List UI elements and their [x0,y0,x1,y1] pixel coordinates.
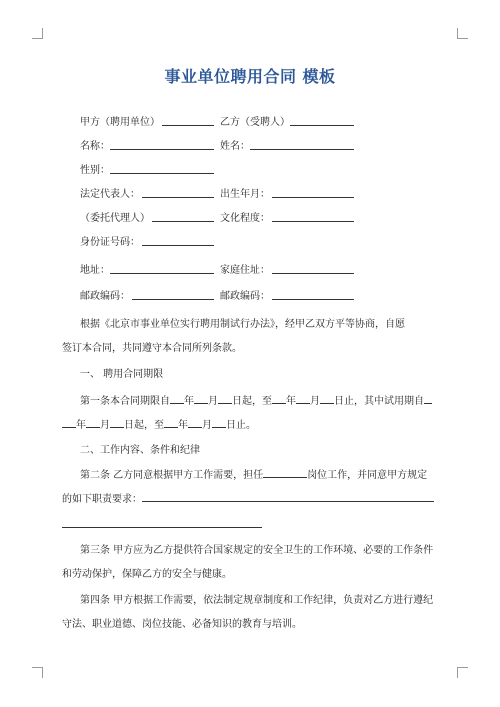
birth-field[interactable] [272,188,354,203]
article-1-line-1: 第一条本合同期限自 年 月 日起，至 年 月 日止，其中试用期自 [80,394,460,409]
birth-label: 出生年月： [220,189,270,200]
start-month-field[interactable] [194,394,208,404]
intro-line-1: 根据《北京市事业单位实行聘用制试行办法》，经甲乙双方平等协商，自愿 [80,319,405,330]
postcode-b-label: 邮政编码： [220,291,270,302]
article-4-line-2: 守法、职业道德、岗位技能、必备知识的教育与培训。 [62,619,302,630]
trial-day-field[interactable] [110,418,124,428]
postcode-a-label: 邮政编码： [80,291,130,302]
article-4-line-1: 第四条 甲方根据工作需要，依法制定规章制度和工作纪律，负责对乙方进行遵纪 [80,595,434,606]
position-field[interactable] [263,468,307,478]
legal-rep-field[interactable] [142,188,214,203]
party-b-label: 乙方（受聘人） [220,117,290,128]
end-month-field[interactable] [296,394,310,404]
postcode-a-field[interactable] [132,290,214,305]
end-day-field[interactable] [320,394,334,404]
party-a-label: 甲方（聘用单位） [80,117,160,128]
party-b-field[interactable] [290,116,354,131]
start-day-field[interactable] [218,394,232,404]
agent-field[interactable] [152,212,214,227]
id-label: 身份证号码： [80,237,140,248]
id-field[interactable] [142,236,214,251]
end-year-field[interactable] [272,394,286,404]
article-2-line-2: 的如下职责要求： [62,492,442,507]
intro-line-2: 签订本合同，共同遵守本合同所列条款。 [62,343,242,354]
home-address-label: 家庭住址： [220,265,270,276]
section-2-heading: 二、工作内容、条件和纪律 [80,445,200,456]
name-a-label: 名称： [80,141,110,152]
duties-field-2[interactable] [62,527,262,528]
start-year-field[interactable] [170,394,184,404]
section-1-heading: 一、 聘用合同期限 [80,369,164,380]
article-1-line-2: 年 月 日起，至 年 月 日止。 [62,418,442,433]
gender-label: 性别： [80,165,110,176]
trial-end-month-field[interactable] [188,418,202,428]
corner-mark-bottom-left [32,667,43,678]
article-3-line-2: 和劳动保护，保障乙方的安全与健康。 [62,569,232,580]
corner-mark-top-left [32,28,43,39]
trial-month-field[interactable] [86,418,100,428]
trial-end-day-field[interactable] [212,418,226,428]
trial-end-year-field[interactable] [164,418,178,428]
corner-mark-top-right [457,28,468,39]
name-b-label: 姓名： [220,141,250,152]
duties-field-1[interactable] [142,492,434,502]
name-b-field[interactable] [250,140,354,155]
party-a-field[interactable] [162,116,214,131]
agent-label: （委托代理人） [80,213,150,224]
trial-year-field[interactable] [62,418,76,428]
trial-start-year-field[interactable] [424,394,432,404]
article-3-line-1: 第三条 甲方应为乙方提供符合国家规定的安全卫生的工作环境、必要的工作条件 [80,545,434,556]
corner-mark-bottom-right [457,667,468,678]
legal-rep-label: 法定代表人： [80,189,140,200]
name-a-field[interactable] [110,140,214,155]
education-field[interactable] [272,212,354,227]
document-title: 事业单位聘用合同 模板 [164,67,336,86]
home-address-field[interactable] [272,264,354,279]
article-2-line-1: 第二条 乙方同意根据甲方工作需要，担任 岗位工作，并同意甲方规定 [80,470,428,481]
address-label: 地址： [80,265,110,276]
education-label: 文化程度： [220,213,270,224]
address-field[interactable] [110,264,214,279]
gender-field[interactable] [110,164,214,179]
postcode-b-field[interactable] [272,290,354,305]
